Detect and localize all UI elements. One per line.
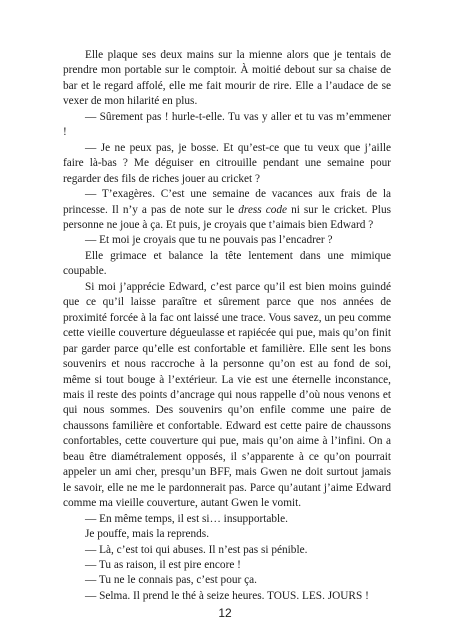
dialogue-line: — Là, c’est toi qui abuses. Il n’est pas si pénible.	[85, 543, 308, 556]
dialogue-text: ni sur le cricket. Plus personne ne joue à ça. Et puis, je croyais que t’aimais bien Edward ?	[63, 203, 391, 231]
italic-term: dress code	[238, 203, 288, 216]
dialogue-line: — En même temps, il est si… insupportable.	[85, 512, 289, 525]
dialogue-line: — Tu ne le connais pas, c’est pour ça.	[85, 574, 257, 587]
paragraph: Elle plaque ses deux mains sur la mienne alors que je tentais de prendre mon portable sur le comptoir. À moitié debout sur sa chaise de bar et le regard affolé, elle me fait mourir de rire. Elle a l’audace de se vexer de mon hilarité en plus.	[63, 49, 391, 108]
dialogue-line: — Tu as raison, il est pire encore !	[85, 558, 241, 571]
body-text	[63, 48, 391, 604]
dialogue-text: — T’exagères. C’est une semaine de vacances aux frais de la princesse. Il n’y a pas de note sur le	[63, 188, 391, 216]
dialogue-line: — Sûrement pas ! hurle-t-elle. Tu vas y aller et tu vas m’emmener !	[63, 110, 391, 139]
paragraph: Je pouffe, mais la reprends.	[85, 528, 210, 541]
dialogue-line: — Selma. Il prend le thé à seize heures. TOUS. LES. JOURS !	[85, 589, 369, 602]
dialogue-line	[63, 187, 391, 233]
dialogue-line: — Et moi je croyais que tu ne pouvais pas l’encadrer ?	[85, 234, 333, 247]
paragraph: Elle grimace et balance la tête lentement dans une mimique coupable.	[63, 249, 391, 278]
dialogue-line: — Je ne peux pas, je bosse. Et qu’est-ce que tu veux que j’aille faire là-bas ? Me déguiser en citrouille pendant une semaine pour regarder des fils de riches jouer au cricket ?	[63, 141, 391, 185]
paragraph: Si moi j’apprécie Edward, c’est parce qu’il est bien moins guindé que ce qu’il laisse paraître et sûrement parce que nos années de proximité forcée à la fac ont laissé une trace. Vous savez, un peu comme cette vieille couverture dégueulasse et rapiécée qui pue, mais qu’on finit par garder parce qu’elle est confortable et familière. Elle sent les bons souvenirs et nous raccroche à la personne qu’on est au fond de soi, même si tout bouge à l’extérieur. La vie est une éternelle inconstance, mais il reste des points d’ancrage qui nous rappelle d’où nous venons et qui nous sommes. Des souvenirs qu’on enfile comme une paire de chaussons familière et confortable. Edward est cette paire de chaussons confortables, cette couverture qui pue, mais qu’on aime à l’infini. On a beau être diamétralement opposés, il s’apparente à ce qu’on pourrait appeler un ami cher, presqu’un BFF, mais Gwen ne doit surtout jamais le savoir, elle ne me le pardonnerait pas. Parce qu’autant j’aime Edward comme ma vieille couverture, autant Gwen le vomit.	[63, 280, 391, 510]
page-number: 12	[218, 606, 232, 620]
